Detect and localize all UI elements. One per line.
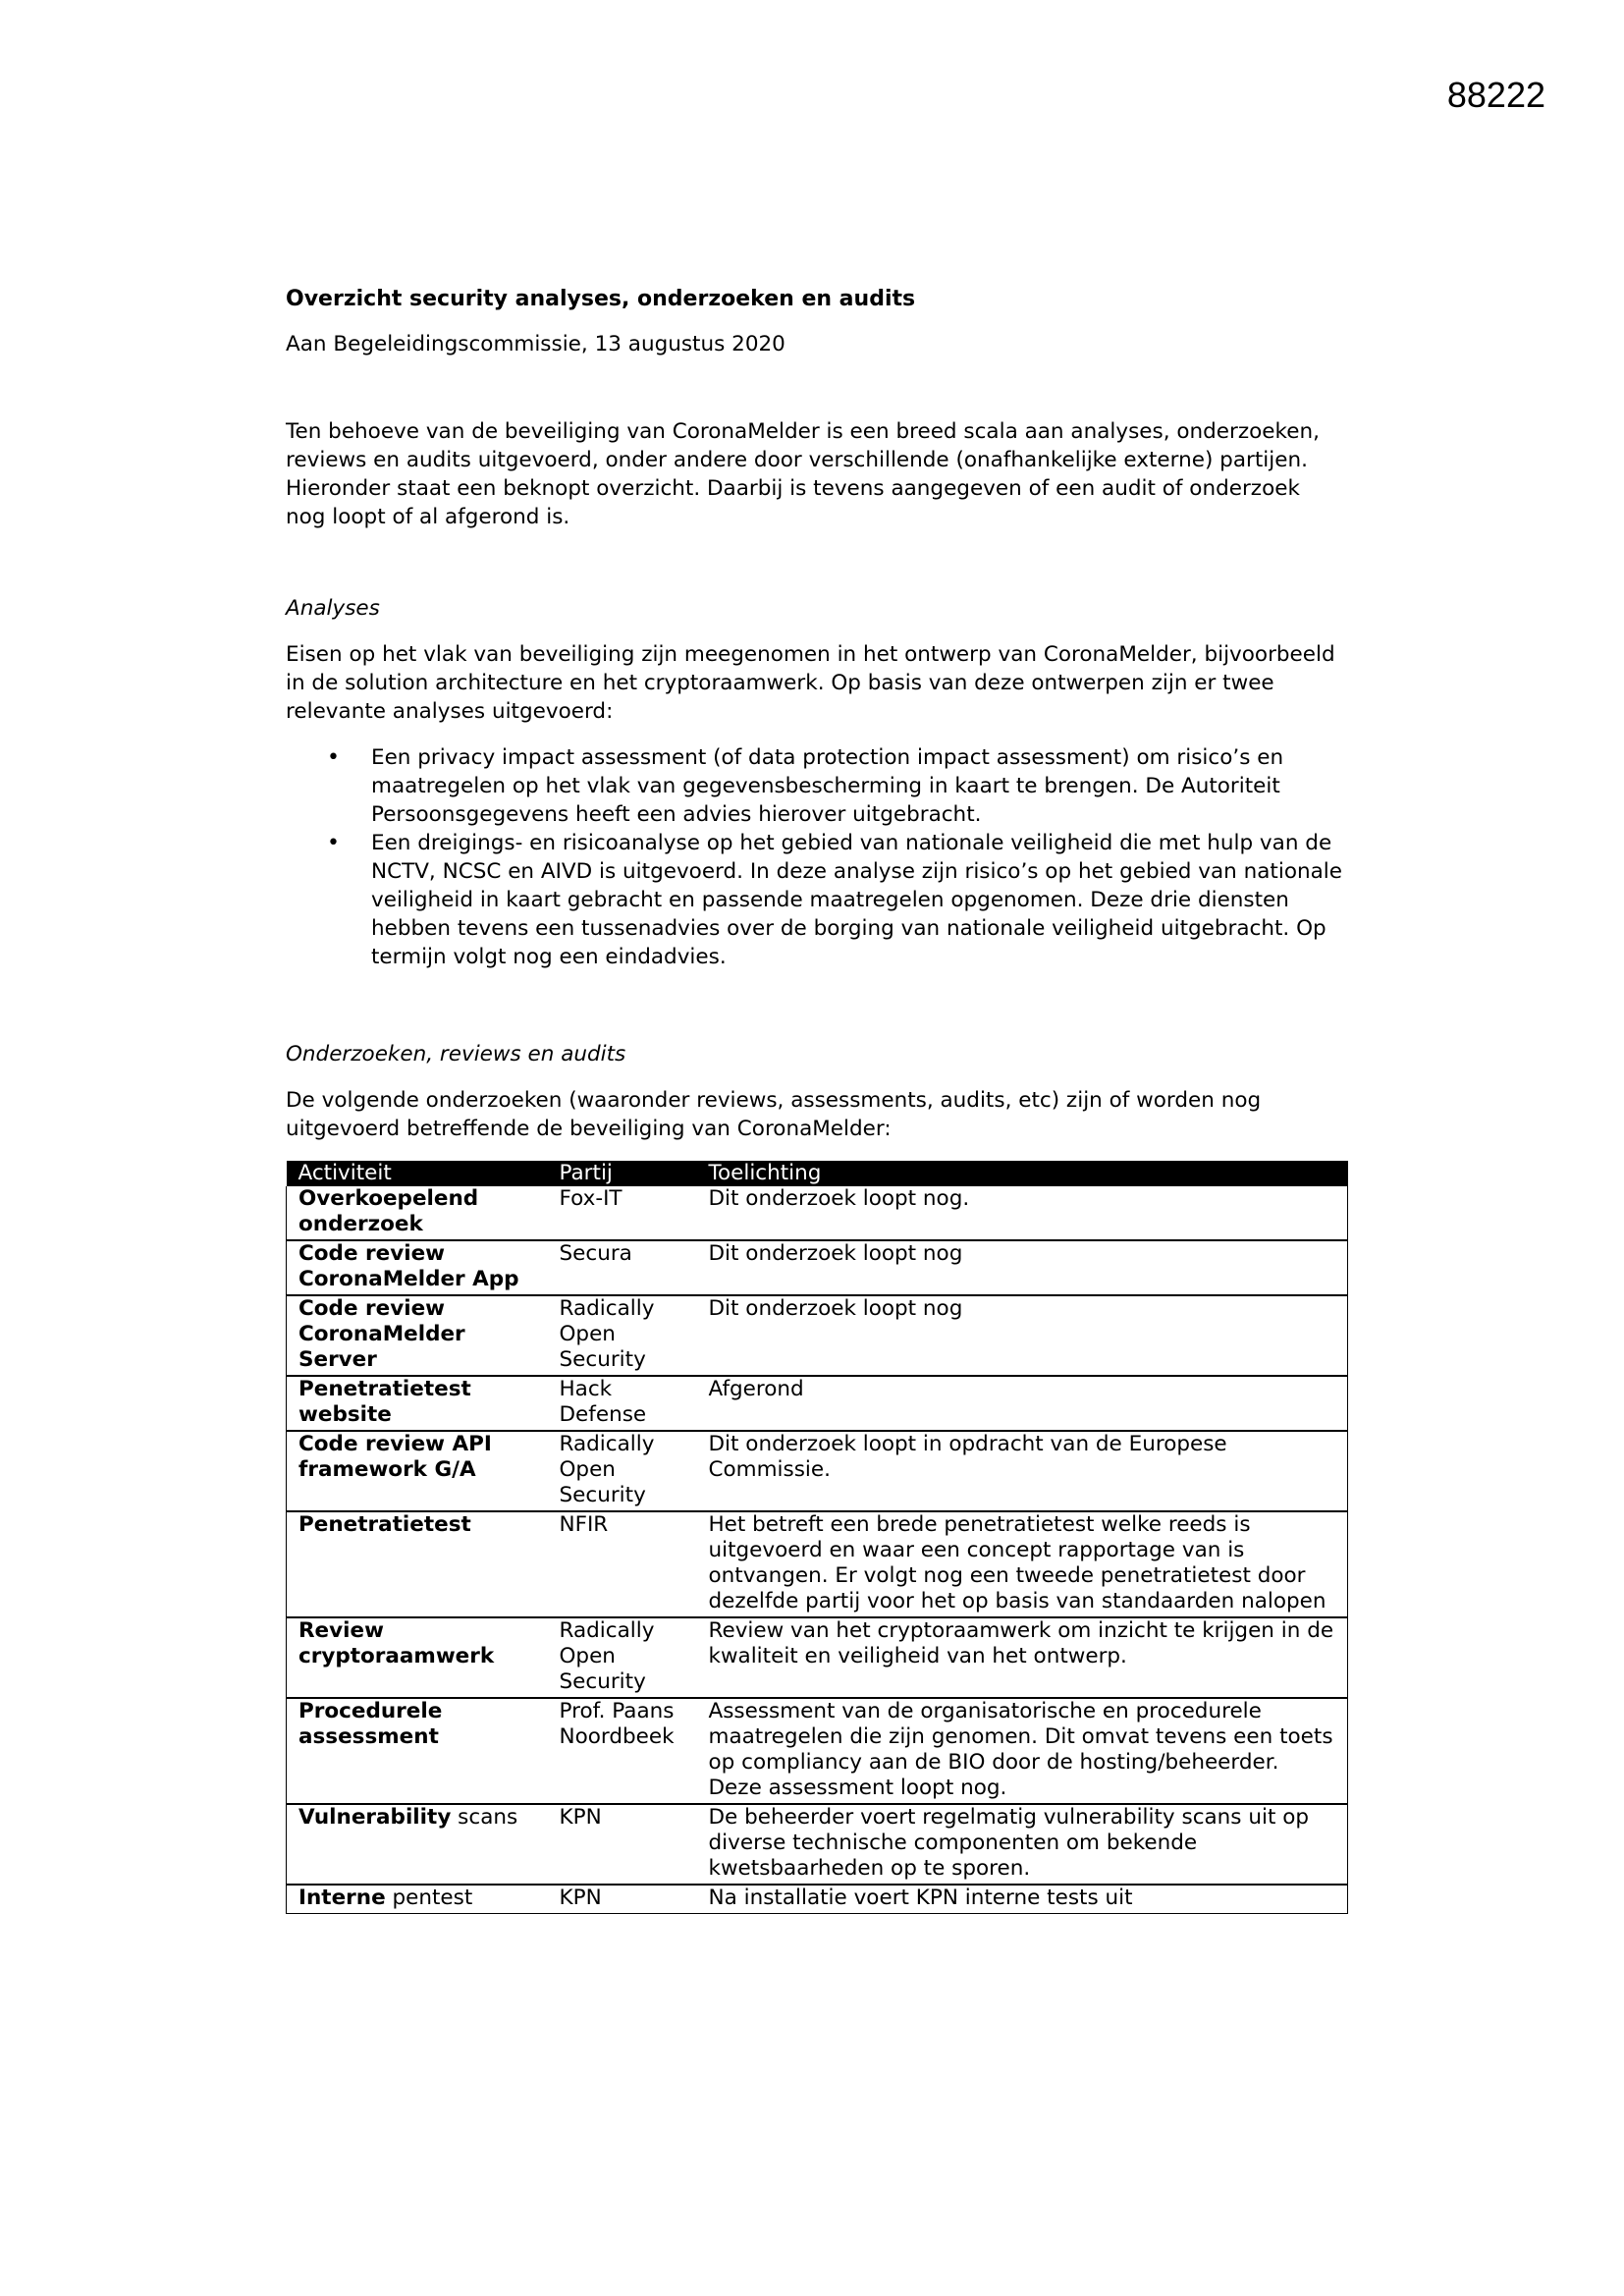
table-row xyxy=(287,1617,1348,1698)
activiteit-bold-text: Penetratietest xyxy=(298,1512,471,1537)
document-body xyxy=(286,285,1346,1914)
cell-toelichting: Het betreft een brede penetratietest welke reeds is uitgevoerd en waar een concept rapportage van is ontvangen. Er volgt nog een tweede penetratietest door dezelfde partij voor het op basis van standaarden nalopen xyxy=(697,1511,1348,1617)
table-row xyxy=(287,1698,1348,1804)
activiteit-plain-text: pentest xyxy=(385,1886,473,1910)
cell-partij: Secura xyxy=(548,1240,697,1295)
table-row xyxy=(287,1240,1348,1295)
table-row xyxy=(287,1885,1348,1914)
cell-partij: Prof. Paans Noordbeek xyxy=(548,1698,697,1804)
cell-partij: KPN xyxy=(548,1804,697,1885)
onderzoeken-paragraph: De volgende onderzoeken (waaronder reviews, assessments, audits, etc) zijn of worden nog uitgevoerd betreffende de beveiliging van CoronaMelder: xyxy=(286,1088,1262,1141)
table-row xyxy=(287,1804,1348,1885)
bullet-text: Een privacy impact assessment (of data protection impact assessment) om risico’s en maatregelen op het vlak van gegevensbescherming in kaart te brengen. De Autoriteit Persoonsgegevens heeft een advies hierover uitgebracht. xyxy=(371,745,1284,827)
activiteit-bold-text: Interne xyxy=(298,1886,386,1910)
header-activiteit: Activiteit xyxy=(287,1161,548,1186)
cell-toelichting: Assessment van de organisatorische en procedurele maatregelen die zijn genomen. Dit omvat tevens een toets op compliancy aan de BIO door de hosting/beheerder. Deze assessment loopt nog. xyxy=(697,1698,1348,1804)
cell-activiteit xyxy=(287,1240,548,1295)
intro-paragraph: Ten behoeve van de beveiliging van CoronaMelder is een breed scala aan analyses, onderzoeken, reviews en audits uitgevoerd, onder andere door verschillende (onafhankelijke externe) partijen. Hieronder staat een beknopt overzicht. Daarbij is tevens aangegeven of een audit of onderzoek nog loopt of al afgerond is. xyxy=(286,419,1320,529)
onderzoeken-heading: Onderzoeken, reviews en audits xyxy=(286,1042,626,1066)
cell-partij: Fox-IT xyxy=(548,1186,697,1240)
activiteit-bold-text: Code review CoronaMelder Server xyxy=(298,1296,465,1372)
table-row xyxy=(287,1511,1348,1617)
cell-activiteit xyxy=(287,1295,548,1376)
cell-activiteit xyxy=(287,1698,548,1804)
table-row xyxy=(287,1376,1348,1431)
activities-table xyxy=(286,1161,1348,1914)
cell-partij: NFIR xyxy=(548,1511,697,1617)
cell-partij: Radically Open Security xyxy=(548,1431,697,1511)
cell-activiteit xyxy=(287,1376,548,1431)
cell-partij: Hack Defense xyxy=(548,1376,697,1431)
cell-activiteit xyxy=(287,1186,548,1240)
header-partij: Partij xyxy=(548,1161,697,1186)
cell-activiteit xyxy=(287,1885,548,1914)
activiteit-bold-text: Review cryptoraamwerk xyxy=(298,1618,495,1668)
header-toelichting: Toelichting xyxy=(697,1161,1348,1186)
activiteit-bold-text: Code review CoronaMelder App xyxy=(298,1241,519,1291)
cell-activiteit xyxy=(287,1804,548,1885)
table-header-row xyxy=(287,1161,1348,1186)
document-subtitle: Aan Begeleidingscommissie, 13 augustus 2020 xyxy=(286,332,785,356)
cell-toelichting: De beheerder voert regelmatig vulnerability scans uit op diverse technische componenten om bekende kwetsbaarheden op te sporen. xyxy=(697,1804,1348,1885)
analyses-paragraph: Eisen op het vlak van beveiliging zijn meegenomen in het ontwerp van CoronaMelder, bijvoorbeeld in de solution architecture en het cryptoraamwerk. Op basis van deze ontwerpen zijn er twee relevante analyses uitgevoerd: xyxy=(286,642,1335,724)
analyses-bullet-list xyxy=(286,743,1346,971)
bullet-icon: • xyxy=(327,831,340,855)
activiteit-bold-text: Vulnerability xyxy=(298,1805,452,1830)
table-row xyxy=(287,1431,1348,1511)
cell-activiteit xyxy=(287,1511,548,1617)
cell-toelichting: Dit onderzoek loopt in opdracht van de Europese Commissie. xyxy=(697,1431,1348,1511)
cell-partij: Radically Open Security xyxy=(548,1617,697,1698)
activiteit-plain-text: scans xyxy=(451,1805,518,1830)
cell-partij: KPN xyxy=(548,1885,697,1914)
activiteit-bold-text: Procedurele assessment xyxy=(298,1699,443,1749)
cell-partij: Radically Open Security xyxy=(548,1295,697,1376)
cell-toelichting: Dit onderzoek loopt nog. xyxy=(697,1186,1348,1240)
cell-toelichting: Dit onderzoek loopt nog xyxy=(697,1240,1348,1295)
table-row xyxy=(287,1295,1348,1376)
activiteit-bold-text: Overkoepelend onderzoek xyxy=(298,1186,479,1236)
activiteit-bold-text: Penetratietest website xyxy=(298,1377,471,1427)
cell-toelichting: Afgerond xyxy=(697,1376,1348,1431)
cell-toelichting: Na installatie voert KPN interne tests uit xyxy=(697,1885,1348,1914)
page-number: 88222 xyxy=(1446,75,1545,115)
cell-toelichting: Dit onderzoek loopt nog xyxy=(697,1295,1348,1376)
table-row xyxy=(287,1186,1348,1240)
cell-activiteit xyxy=(287,1617,548,1698)
document-title: Overzicht security analyses, onderzoeken en audits xyxy=(286,287,916,311)
bullet-icon: • xyxy=(327,745,340,770)
bullet-item xyxy=(286,743,1346,829)
cell-toelichting: Review van het cryptoraamwerk om inzicht te krijgen in de kwaliteit en veiligheid van het ontwerp. xyxy=(697,1617,1348,1698)
activiteit-bold-text: Code review API framework G/A xyxy=(298,1432,492,1482)
analyses-heading: Analyses xyxy=(286,596,380,621)
bullet-text: Een dreigings- en risicoanalyse op het gebied van nationale veiligheid die met hulp van de NCTV, NCSC en AIVD is uitgevoerd. In deze analyse zijn risico’s op het gebied van nationale veiligheid in kaart gebracht en passende maatregelen opgenomen. Deze drie diensten hebben tevens een tussenadvies over de borging van nationale veiligheid uitgebracht. Op termijn volgt nog een eindadvies. xyxy=(371,831,1342,969)
cell-activiteit xyxy=(287,1431,548,1511)
bullet-item xyxy=(286,829,1346,971)
